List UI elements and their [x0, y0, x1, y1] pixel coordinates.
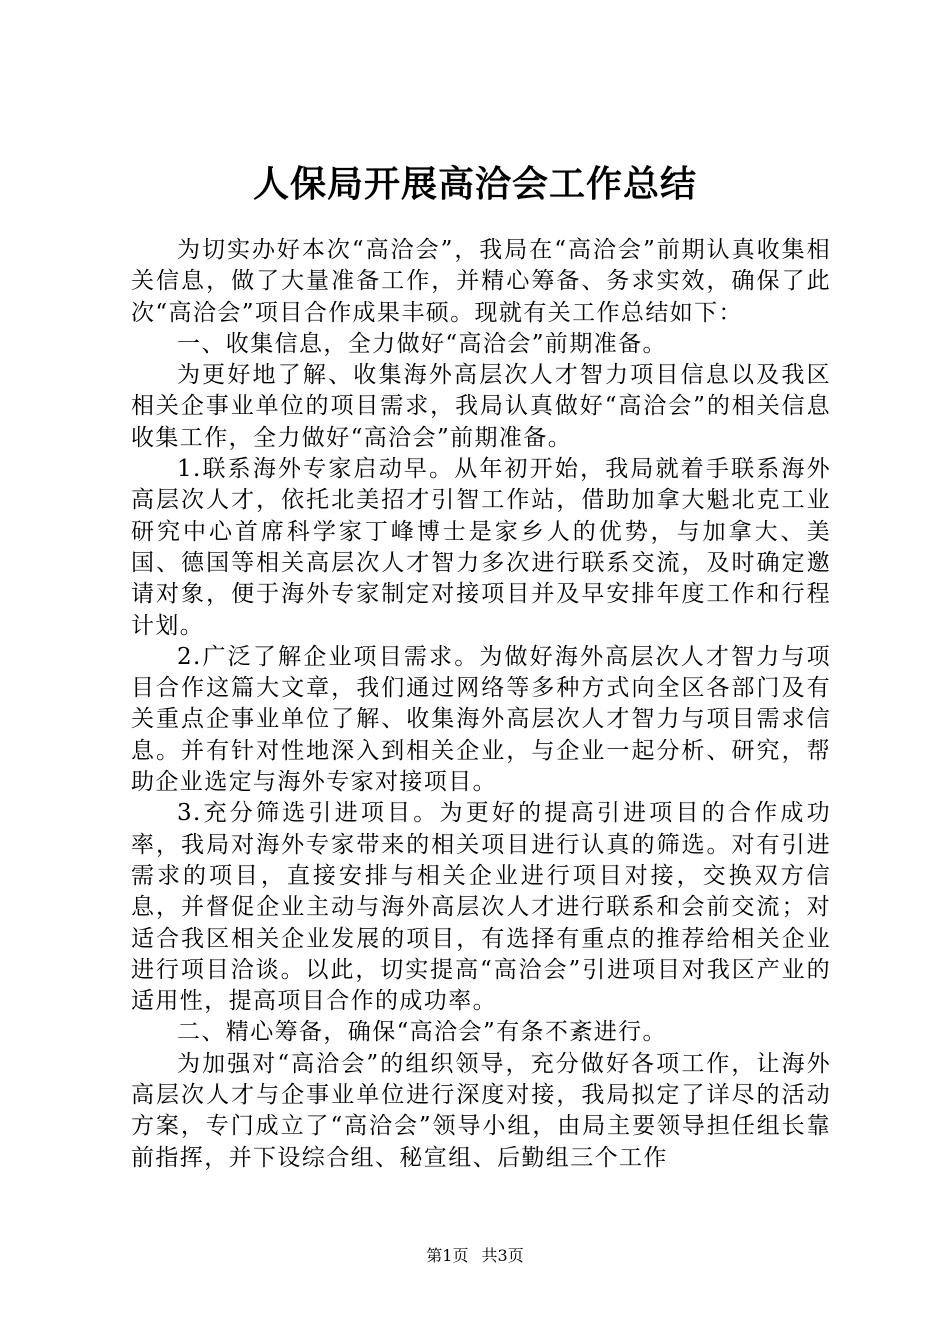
paragraph-item-1: 1.联系海外专家启动早。从年初开始，我局就着手联系海外高层次人才，依托北美招才引智工作站，借助加拿大魁北克工业研究中心首席科学家丁峰博士是家乡人的优势，与加拿大、美国、德国等相关高层次人才智力多次进行联系交流，及时确定邀请对象，便于海外专家制定对接项目并及早安排年度工作和行程计划。 [131, 456, 831, 639]
page-total: 共3页 [481, 1246, 524, 1265]
paragraph-intro: 为切实办好本次“高洽会”，我局在“高洽会”前期认真收集相关信息，做了大量准备工作，并精心筹备、务求实效，确保了此次“高洽会”项目合作成果丰硕。现就有关工作总结如下： [131, 237, 831, 326]
paragraph: 为更好地了解、收集海外高层次人才智力项目信息以及我区相关企事业单位的项目需求，我局认真做好“高洽会”的相关信息收集工作，全力做好“高洽会”前期准备。 [131, 362, 831, 451]
page-number: 第1页 [426, 1246, 469, 1265]
section-heading-1: 一、收集信息，全力做好“高洽会”前期准备。 [177, 330, 667, 357]
document-title: 人保局开展高洽会工作总结 [252, 163, 697, 205]
paragraph: 为加强对“高洽会”的组织领导，充分做好各项工作，让海外高层次人才与企事业单位进行深度对接，我局拟定了详尽的活动方案，专门成立了“高洽会”领导小组，由局主要领导担任组长靠前指挥，并下设综合组、秘宣组、后勤组三个工作 [131, 1050, 831, 1171]
document-body [131, 235, 831, 1174]
paragraph-item-2: 2.广泛了解企业项目需求。为做好海外高层次人才智力与项目合作这篇大文章，我们通过网络等多种方式向全区各部门及有关重点企事业单位了解、收集海外高层次人才智力与项目需求信息。并有针对性地深入到相关企业，与企业一起分析、研究，帮助企业选定与海外专家对接项目。 [131, 643, 831, 796]
page-footer [0, 1245, 950, 1267]
paragraph-item-3: 3.充分筛选引进项目。为更好的提高引进项目的合作成功率，我局对海外专家带来的相关项目进行认真的筛选。对有引进需求的项目，直接安排与相关企业进行项目对接，交换双方信息，并督促企业主动与海外高层次人才进行联系和会前交流；对适合我区相关企业发展的项目，有选择有重点的推荐给相关企业进行项目洽谈。以此，切实提高“高洽会”引进项目对我区产业的适用性，提高项目合作的成功率。 [131, 800, 831, 1015]
section-heading-2: 二、精心筹备，确保“高洽会”有条不紊进行。 [177, 1019, 667, 1046]
